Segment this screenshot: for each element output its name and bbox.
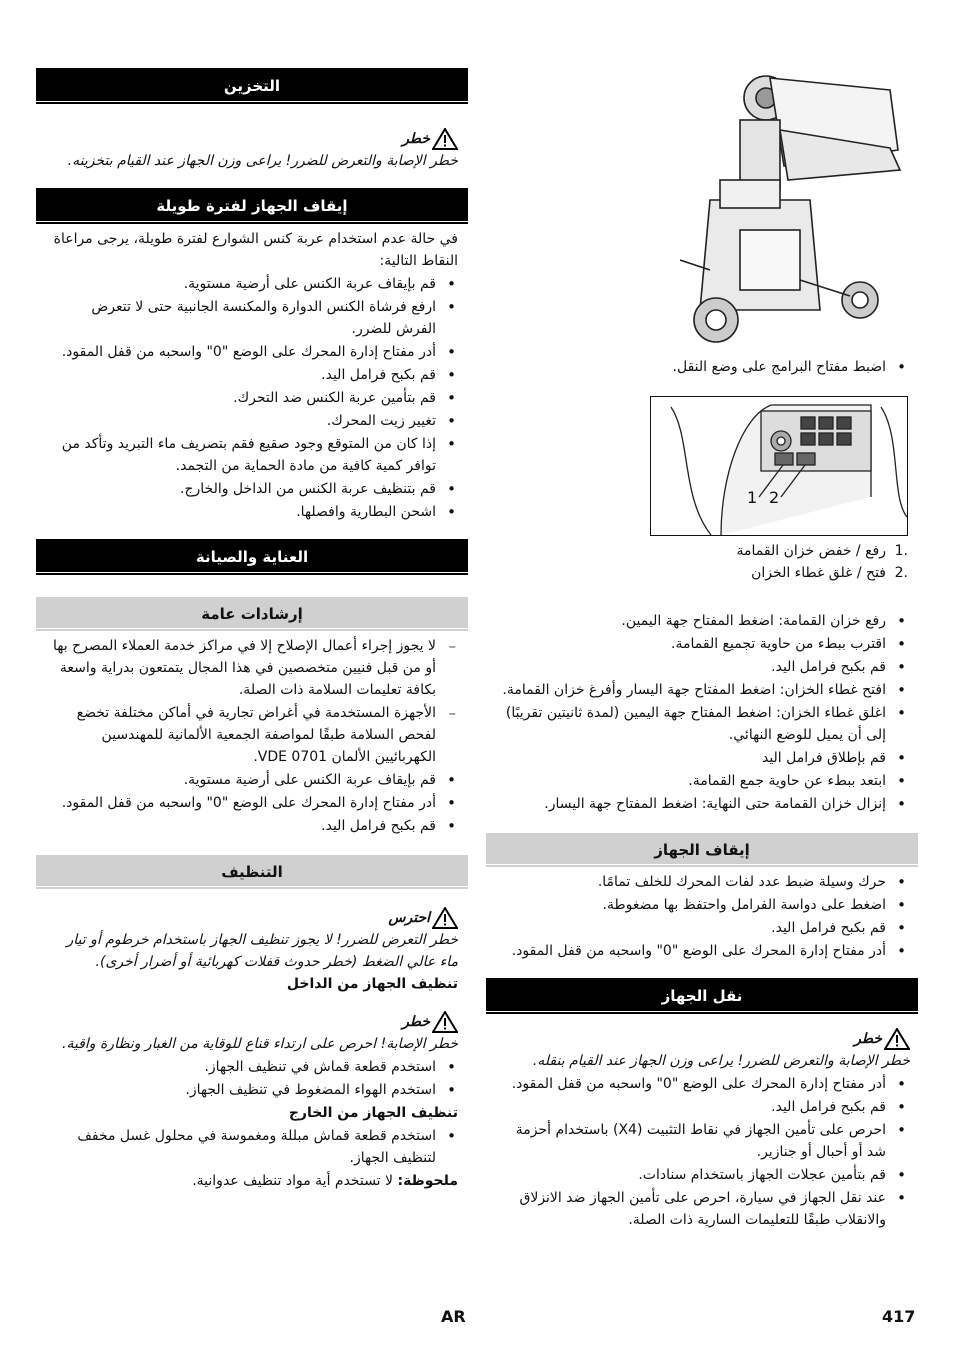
list-item [486, 562, 908, 584]
shutdown-list [36, 273, 468, 523]
callout-label-1: 1 [747, 488, 758, 507]
list-item [486, 540, 908, 562]
warning-title: خطر [854, 1031, 882, 1047]
footer-language: AR [441, 1307, 466, 1326]
caution-cleaning [36, 907, 468, 973]
section-header-long-shutdown: إيقاف الجهاز لفترة طويلة [36, 188, 468, 224]
list-item: • قم بكبح فرامل اليد. [36, 815, 458, 837]
list-item: • قم بكبح فرامل اليد. [486, 1096, 908, 1118]
item-text: فتح / غلق غطاء الخزان [751, 565, 886, 581]
list-item: • أدر مفتاح إدارة المحرك على الوضع "0" واسحبه من قفل المقود. [36, 341, 458, 363]
warning-title: خطر [402, 1014, 430, 1030]
inside-cleaning-list [36, 1056, 468, 1101]
right-column [486, 70, 918, 1232]
stop-list [486, 871, 918, 962]
section-header-transport: نقل الجهاز [486, 978, 918, 1014]
left-column [36, 68, 468, 1192]
list-item: • افتح غطاء الخزان: اضغط المفتاح جهة اليسار وأفرغ خزان القمامة. [486, 679, 908, 701]
list-item: • أدر مفتاح إدارة المحرك على الوضع "0" واسحبه من قفل المقود. [486, 1073, 908, 1095]
warning-triangle-icon [432, 128, 458, 150]
list-item: • اضغط على دواسة الفرامل واحتفظ بها مضغوطة. [486, 894, 908, 916]
list-item: • استخدم الهواء المضغوط في تنظيف الجهاز. [36, 1079, 458, 1101]
section-header-general: إرشادات عامة [36, 597, 468, 631]
control-panel-illustration [651, 397, 907, 535]
list-item: • عند نقل الجهاز في سيارة، احرص على تأمين الجهاز ضد الانزلاق والانقلاب طبقًا للتعليمات السارية ذات الصلة. [486, 1187, 908, 1231]
list-item: • احرص على تأمين الجهاز في نقاط التثبيت (X4) باستخدام أحزمة شد أو أحبال أو جنازير. [486, 1119, 908, 1163]
section-header-storage: التخزين [36, 68, 468, 104]
list-item: • ابتعد ببطء عن حاوية جمع القمامة. [486, 770, 908, 792]
note-label: ملحوظة: [397, 1173, 458, 1189]
list-item: • قم بتأمين عجلات الجهاز باستخدام سنادات. [486, 1164, 908, 1186]
warning-title: خطر [402, 131, 430, 147]
caution-text: خطر التعرض للضرر! لا يجوز تنظيف الجهاز باستخدام خرطوم أو تيار ماء عالي الضغط (خطر حدوث قفلات كهربائية أو أضرار أخرى). [66, 932, 458, 970]
list-item: • قم بكبح فرامل اليد. [486, 656, 908, 678]
list-item: • أدر مفتاح إدارة المحرك على الوضع "0" واسحبه من قفل المقود. [36, 792, 458, 814]
list-item: • استخدم قطعة قماش في تنظيف الجهاز. [36, 1056, 458, 1078]
warning-text: خطر الإصابة والتعرض للضرر! يراعى وزن الجهاز عند القيام بتخزينه. [67, 153, 458, 169]
figure1-caption-list [486, 356, 918, 378]
sweeper-illustration [680, 70, 908, 352]
warning-storage [36, 128, 468, 172]
outside-cleaning-list [36, 1125, 468, 1169]
section-header-stop: إيقاف الجهاز [486, 833, 918, 867]
list-item: • قم بإيقاف عربة الكنس على أرضية مستوية. [36, 769, 458, 791]
list-item: – الأجهزة المستخدمة في أغراض تجارية في أماكن مختلفة تخضع لفحص السلامة طبقًا لمواصفة الجمعية الألمانية للمهندسين الكهربائيين الألمان VDE 0701. [36, 702, 458, 768]
caution-title: احترس [388, 910, 430, 926]
emptying-steps-list [486, 610, 918, 815]
figure-control-panel [650, 396, 908, 536]
transport-list [486, 1073, 918, 1231]
list-item: • اشحن البطارية وافصلها. [36, 501, 458, 523]
callout-label-2: 2 [769, 488, 780, 507]
section-header-cleaning: التنظيف [36, 855, 468, 889]
list-item: • رفع خزان القمامة: اضغط المفتاح جهة اليمين. [486, 610, 908, 632]
list-item: • حرك وسيلة ضبط عدد لفات المحرك للخلف تمامًا. [486, 871, 908, 893]
subheading-inside: تنظيف الجهاز من الداخل [286, 976, 458, 992]
list-item: – لا يجوز إجراء أعمال الإصلاح إلا في مراكز خدمة العملاء المصرح بها أو من قبل فنيين متخصصين في هذا المجال يتمتعون بدراية واسعة بكافة تعليمات السلامة ذات الصلة. [36, 635, 458, 701]
footer-page-number: 417 [882, 1307, 916, 1326]
subheading-outside: تنظيف الجهاز من الخارج [288, 1105, 458, 1121]
list-item: • اقترب ببطء من حاوية تجميع القمامة. [486, 633, 908, 655]
figure-sweeper-dumping [680, 70, 908, 352]
item-number: 2. [894, 565, 908, 581]
list-item: • ارفع فرشاة الكنس الدوارة والمكنسة الجانبية حتى لا تتعرض الفرش للضرر. [36, 296, 458, 340]
general-list [36, 769, 468, 837]
warning-triangle-icon [884, 1028, 910, 1050]
list-item: • قم بتنظيف عربة الكنس من الداخل والخارج. [36, 478, 458, 500]
list-item: • قم بإطلاق فرامل اليد [486, 747, 908, 769]
note [36, 1170, 468, 1192]
list-item: • قم بإيقاف عربة الكنس على أرضية مستوية. [36, 273, 458, 295]
item-number: 1. [894, 543, 908, 559]
list-item: • قم بكبح فرامل اليد. [486, 917, 908, 939]
warning-triangle-icon [432, 1011, 458, 1033]
list-item: • قم بتأمين عربة الكنس ضد التحرك. [36, 387, 458, 409]
shutdown-intro: في حالة عدم استخدام عربة كنس الشوارع لفترة طويلة، يرجى مراعاة النقاط التالية: [53, 231, 458, 269]
list-item: • أدر مفتاح إدارة المحرك على الوضع "0" واسحبه من قفل المقود. [486, 940, 908, 962]
warning-transport [486, 1028, 918, 1072]
list-item: • اغلق غطاء الخزان: اضغط المفتاح جهة اليمين (لمدة ثانيتين تقريبًا) إلى أن يميل للوضع النهائي. [486, 702, 908, 746]
warning-cleaning [36, 1011, 468, 1055]
list-item: • إذا كان من المتوقع وجود صقيع فقم بتصريف ماء التبريد وتأكد من توافر كمية كافية من مادة الحماية من التجمد. [36, 433, 458, 477]
list-item: • اضبط مفتاح البرامج على وضع النقل. [486, 356, 908, 378]
warning-text: خطر الإصابة والتعرض للضرر! يراعى وزن الجهاز عند القيام بنقله. [532, 1053, 910, 1069]
list-item: • إنزال خزان القمامة حتى النهاية: اضغط المفتاح جهة اليسار. [486, 793, 908, 815]
callout-legend [486, 540, 918, 584]
list-item: • قم بكبح فرامل اليد. [36, 364, 458, 386]
item-text: رفع / خفض خزان القمامة [736, 543, 886, 559]
section-header-care: العناية والصيانة [36, 539, 468, 575]
general-dash-list [36, 635, 468, 768]
warning-triangle-icon [432, 907, 458, 929]
list-item: • استخدم قطعة قماش مبللة ومغموسة في محلول غسل مخفف لتنظيف الجهاز. [36, 1125, 458, 1169]
warning-text: خطر الإصابة! احرص على ارتداء قناع للوقاية من الغبار ونظارة واقية. [62, 1036, 458, 1052]
note-text: لا تستخدم أية مواد تنظيف عدوانية. [192, 1173, 398, 1189]
list-item: • تغيير زيت المحرك. [36, 410, 458, 432]
